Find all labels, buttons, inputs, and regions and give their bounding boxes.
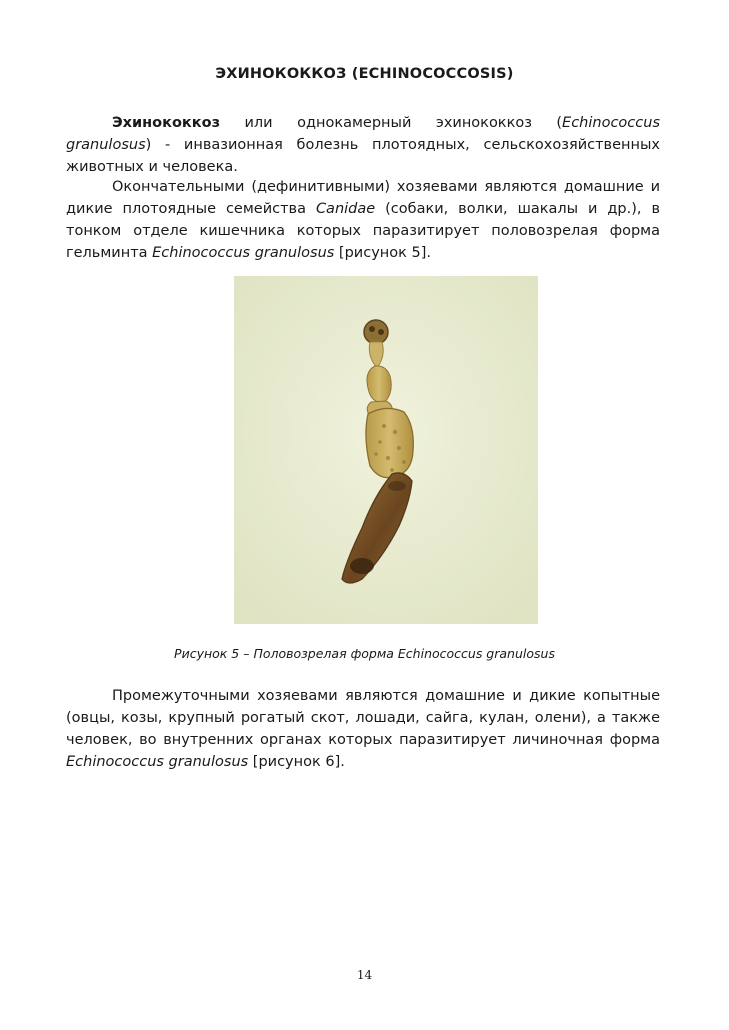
latin-name: Echinococcus granulosus — [152, 245, 335, 261]
term-bold: Эхинококкоз — [112, 115, 221, 131]
page-title: ЭХИНОКОККОЗ (ECHINOCOCCOSIS) — [215, 66, 514, 82]
latin-name: Echinococcus granulosus — [66, 754, 249, 770]
figure-caption: Рисунок 5 – Половозрелая форма Echinococcus granulosus — [174, 646, 555, 661]
page-number: 14 — [356, 968, 373, 982]
figure-echinococcus-photo — [234, 276, 538, 624]
paragraph-definitive-hosts: Окончательными (дефинитивными) хозяевами являются домашние и дикие плотоядные семейства Canidae (собаки, волки, шакалы и др.), в тонком отделе кишечника которых паразитирует половозрелая форма гельминта Echinococcus granulosus [рисунок 5]. — [66, 179, 660, 261]
paragraph-intermediate-hosts: Промежуточными хозяевами являются домашние и дикие копытные (овцы, козы, крупный рогатый скот, лошади, сайга, кулан, олени), а также человек, во внутренних органах которых паразитирует личиночная форма Echinococcus granulosus [рисунок 6]. — [66, 688, 660, 770]
paragraph-definition: Эхинококкоз или однокамерный эхинококкоз (Echinococcus granulosus) - инвазионная болезнь плотоядных, сельскохозяйственных животных и человека. — [66, 115, 660, 175]
latin-name: Echinococcus granulosus — [66, 115, 660, 153]
family-name: Canidae — [315, 201, 376, 217]
tapeworm-illustration — [234, 276, 538, 624]
